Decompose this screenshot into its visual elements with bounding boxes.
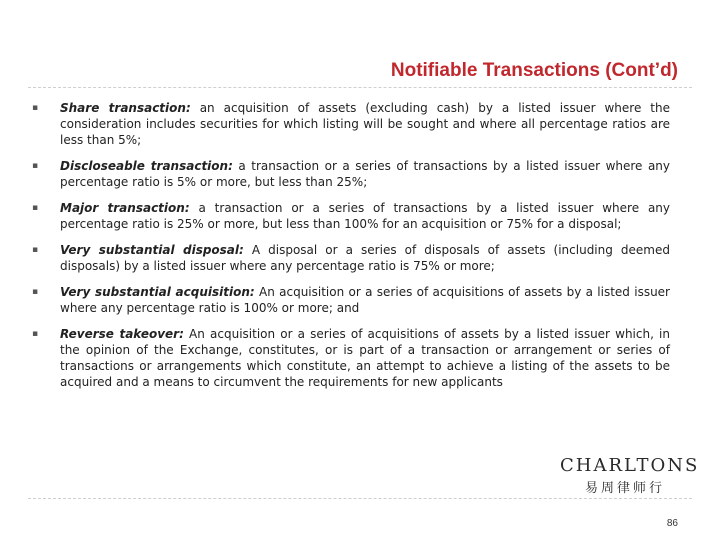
bullet-term: Very substantial disposal: (60, 243, 244, 257)
bullet-term: Reverse takeover: (60, 327, 184, 341)
bullet-item (30, 100, 670, 148)
bullet-icon: ▪ (32, 329, 39, 339)
bullet-term: Share transaction: (60, 101, 191, 115)
bullet-item (30, 242, 670, 274)
top-divider (28, 87, 692, 88)
bullet-icon: ▪ (32, 103, 39, 113)
charltons-logo (560, 455, 700, 496)
bullet-text: An acquisition or a series of acquisitions of assets by a listed issuer where any percentage ratio is 100% or more; and (60, 285, 670, 315)
bullet-item (30, 158, 670, 190)
bullet-icon: ▪ (32, 287, 39, 297)
bullet-text: a transaction or a series of transactions by a listed issuer where any percentage ratio is 25% or more, but less than 100% for an acquisition or 75% for a disposal; (60, 201, 671, 231)
bullet-icon: ▪ (32, 203, 39, 213)
bottom-divider (28, 498, 692, 499)
bullet-text: A disposal or a series of disposals of assets (including deemed disposals) by a listed issuer where any percentage ratio is 75% or more; (60, 243, 670, 273)
logo-name-en: CHARLTONS (560, 455, 700, 476)
bullet-item (30, 326, 670, 390)
bullet-text: an acquisition of assets (excluding cash) by a listed issuer where the consideration includes securities for which listing will be sought and where all percentage ratios are less than 5%; (60, 101, 670, 147)
bullet-item (30, 200, 670, 232)
bullet-icon: ▪ (32, 245, 39, 255)
slide-title: Notifiable Transactions (Cont’d) (390, 60, 678, 81)
bullet-term: Discloseable transaction: (60, 159, 233, 173)
bullet-term: Very substantial acquisition: (60, 285, 255, 299)
bullet-text: An acquisition or a series of acquisitions of assets by a listed issuer which, in the opinion of the Exchange, constitutes, or is part of a transaction or arrangement or series of transactions or arrangements which constitute, an attempt to achieve a listing of the assets to be acquired and a means to circumvent the requirements for new applicants (60, 327, 670, 389)
bullet-item (30, 284, 670, 316)
bullet-list (30, 100, 670, 400)
bullet-text: a transaction or a series of transactions by a listed issuer where any percentage ratio is 5% or more, but less than 25%; (60, 159, 671, 189)
bullet-term: Major transaction: (60, 201, 190, 215)
page-number: 86 (666, 518, 678, 529)
bullet-icon: ▪ (32, 161, 39, 171)
logo-name-cn: 易周律师行 (584, 481, 665, 496)
